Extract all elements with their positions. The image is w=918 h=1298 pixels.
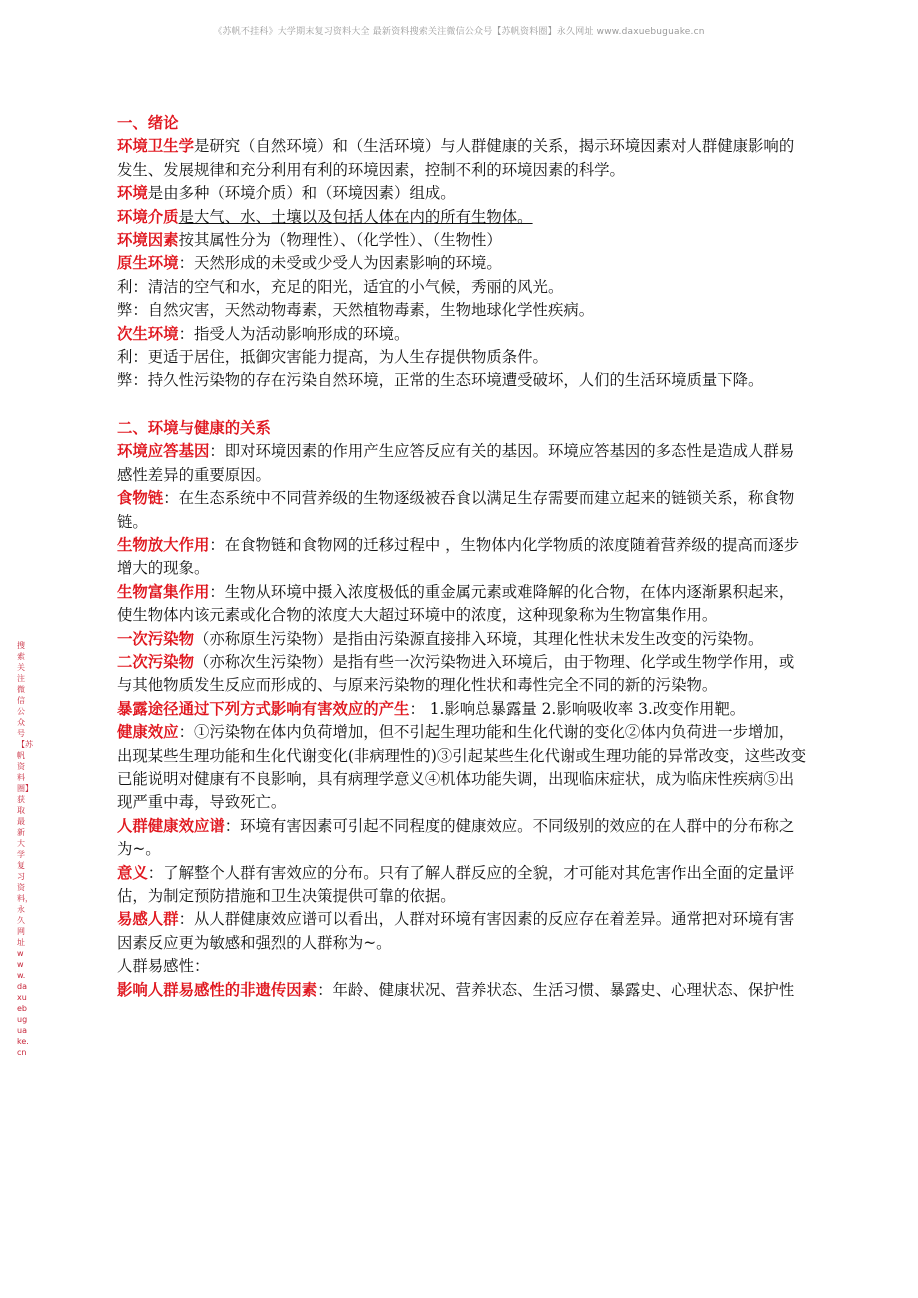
- definition: 按其属性分为（物理性）、（化学性）、（生物性）: [178, 231, 502, 250]
- term: 原生环境: [117, 254, 179, 273]
- term: 意义: [117, 863, 148, 882]
- section-heading-1: 一、绪论: [117, 114, 179, 132]
- paragraph: [117, 534, 807, 581]
- paragraph: [117, 229, 807, 252]
- term: 影响人群易感性的非遗传因素: [117, 980, 318, 999]
- section-heading-2: 二、环境与健康的关系: [117, 418, 271, 437]
- term: 环境应答基因: [117, 442, 210, 461]
- page-header-watermark: 《苏帆不挂科》大学期末复习资料大全 最新资料搜索关注微信公众号【苏帆资料圈】永久网址 www.daxuebuguake.cn: [213, 27, 705, 37]
- definition: ：在食物链和食物网的迁移过程中 ，生物体内化学物质的浓度随着营养级的提高而逐步增大的现象。: [117, 535, 800, 578]
- paragraph: [117, 487, 807, 534]
- term: 次生环境: [117, 324, 179, 343]
- paragraph: [117, 182, 807, 205]
- definition: ：年龄、健康状况、营养状态、生活习惯、暴露史、心理状态、保护性: [317, 980, 795, 999]
- term: 人群健康效应谱: [117, 816, 225, 835]
- paragraph: [117, 815, 807, 862]
- paragraph: 弊：自然灾害，天然动物毒素，天然植物毒素，生物地球化学性疾病。: [117, 301, 595, 320]
- paragraph: [117, 206, 807, 229]
- paragraph: [117, 581, 807, 628]
- definition: ： 1.影响总暴露量 2.影响吸收率 3.改变作用靶。: [409, 699, 746, 718]
- term: 生物放大作用: [117, 535, 210, 554]
- term: 一次污染物: [117, 629, 194, 648]
- paragraph: 利：更适于居住，抵御灾害能力提高，为人生存提供物质条件。: [117, 348, 548, 367]
- document-body: [117, 112, 807, 1002]
- paragraph: [117, 628, 807, 651]
- term: 易感人群: [117, 910, 179, 929]
- term: 食物链: [117, 489, 164, 508]
- paragraph: [117, 252, 807, 275]
- term: 生物富集作用: [117, 582, 210, 601]
- term: 环境: [117, 184, 148, 203]
- definition: ：生物从环境中摄入浓度极低的重金属元素或难降解的化合物，在体内逐渐累积起来，使生物体内该元素或化合物的浓度大大超过环境中的浓度，这种现象称为生物富集作用。: [117, 582, 795, 625]
- paragraph: [117, 698, 807, 721]
- definition: ：环境有害因素可引起不同程度的健康效应。不同级别的效应的在人群中的分布称之为~。: [117, 816, 795, 859]
- definition: （亦称次生污染物）是指有些一次污染物进入环境后，由于物理、化学或生物学作用，或与其他物质发生反应而形成的、与原来污染物的理化性状和毒性完全不同的新的污染物。: [117, 652, 795, 695]
- paragraph: [117, 908, 807, 955]
- definition: ：即对环境因素的作用产生应答反应有关的基因。环境应答基因的多态性是造成人群易感性差异的重要原因。: [117, 442, 795, 484]
- paragraph: [117, 979, 807, 1002]
- definition: ：指受人为活动影响形成的环境。: [178, 324, 410, 343]
- term: 暴露途径通过下列方式影响有害效应的产生: [117, 699, 410, 718]
- definition: ：在生态系统中不同营养级的生物逐级被吞食以满足生存需要而建立起来的链锁关系，称食物链。: [117, 489, 795, 531]
- paragraph: [117, 721, 807, 815]
- definition: ：①污染物在体内负荷增加，但不引起生理功能和生化代谢的变化②体内负荷进一步增加，出现某些生理功能和生化代谢变化(非病理性的)③引起某些生化代谢或生理功能的异常改变，这些改变已能说明对健康有不良影响，具有病理学意义④机体功能失调，出现临床症状，成为临床性疾病⑤出现严重中毒，导致死亡。: [117, 723, 807, 812]
- definition: 是大气、水、土壤以及包括人体在内的所有生物体。: [178, 207, 533, 226]
- paragraph: 人群易感性：: [117, 957, 210, 976]
- term: 环境介质: [117, 207, 179, 226]
- side-watermark: 搜索关注微信公众号【苏帆资料圈】 获取最新大学复习资料， 永久网址 www.daxuebuguake.cn: [17, 641, 33, 1057]
- paragraph: [117, 135, 807, 182]
- term: 健康效应: [117, 723, 179, 742]
- paragraph: 弊：持久性污染物的存在污染自然环境，正常的生态环境遭受破坏，人们的生活环境质量下降。: [117, 371, 764, 390]
- term: 环境卫生学: [117, 137, 194, 156]
- definition: ：了解整个人群有害效应的分布。只有了解人群反应的全貌，才可能对其危害作出全面的定量评估，为制定预防措施和卫生决策提供可靠的依据。: [117, 863, 795, 905]
- paragraph: [117, 323, 807, 346]
- paragraph: [117, 440, 807, 487]
- paragraph: 利：清洁的空气和水，充足的阳光，适宜的小气候，秀丽的风光。: [117, 277, 564, 296]
- definition: ：从人群健康效应谱可以看出，人群对环境有害因素的反应存在着差异。通常把对环境有害因素反应更为敏感和强烈的人群称为~。: [117, 910, 795, 952]
- definition: （亦称原生污染物）是指由污染源直接排入环境，其理化性状未发生改变的污染物。: [193, 629, 764, 648]
- paragraph: [117, 862, 807, 909]
- term: 二次污染物: [117, 652, 194, 671]
- term: 环境因素: [117, 231, 179, 250]
- definition: 是研究（自然环境）和（生活环境）与人群健康的关系，揭示环境因素对人群健康影响的发生、发展规律和充分利用有利的环境因素，控制不利的环境因素的科学。: [117, 137, 795, 179]
- definition: ：天然形成的未受或少受人为因素影响的环境。: [178, 254, 502, 273]
- definition: 是由多种（环境介质）和（环境因素）组成。: [147, 184, 456, 203]
- paragraph: [117, 651, 807, 698]
